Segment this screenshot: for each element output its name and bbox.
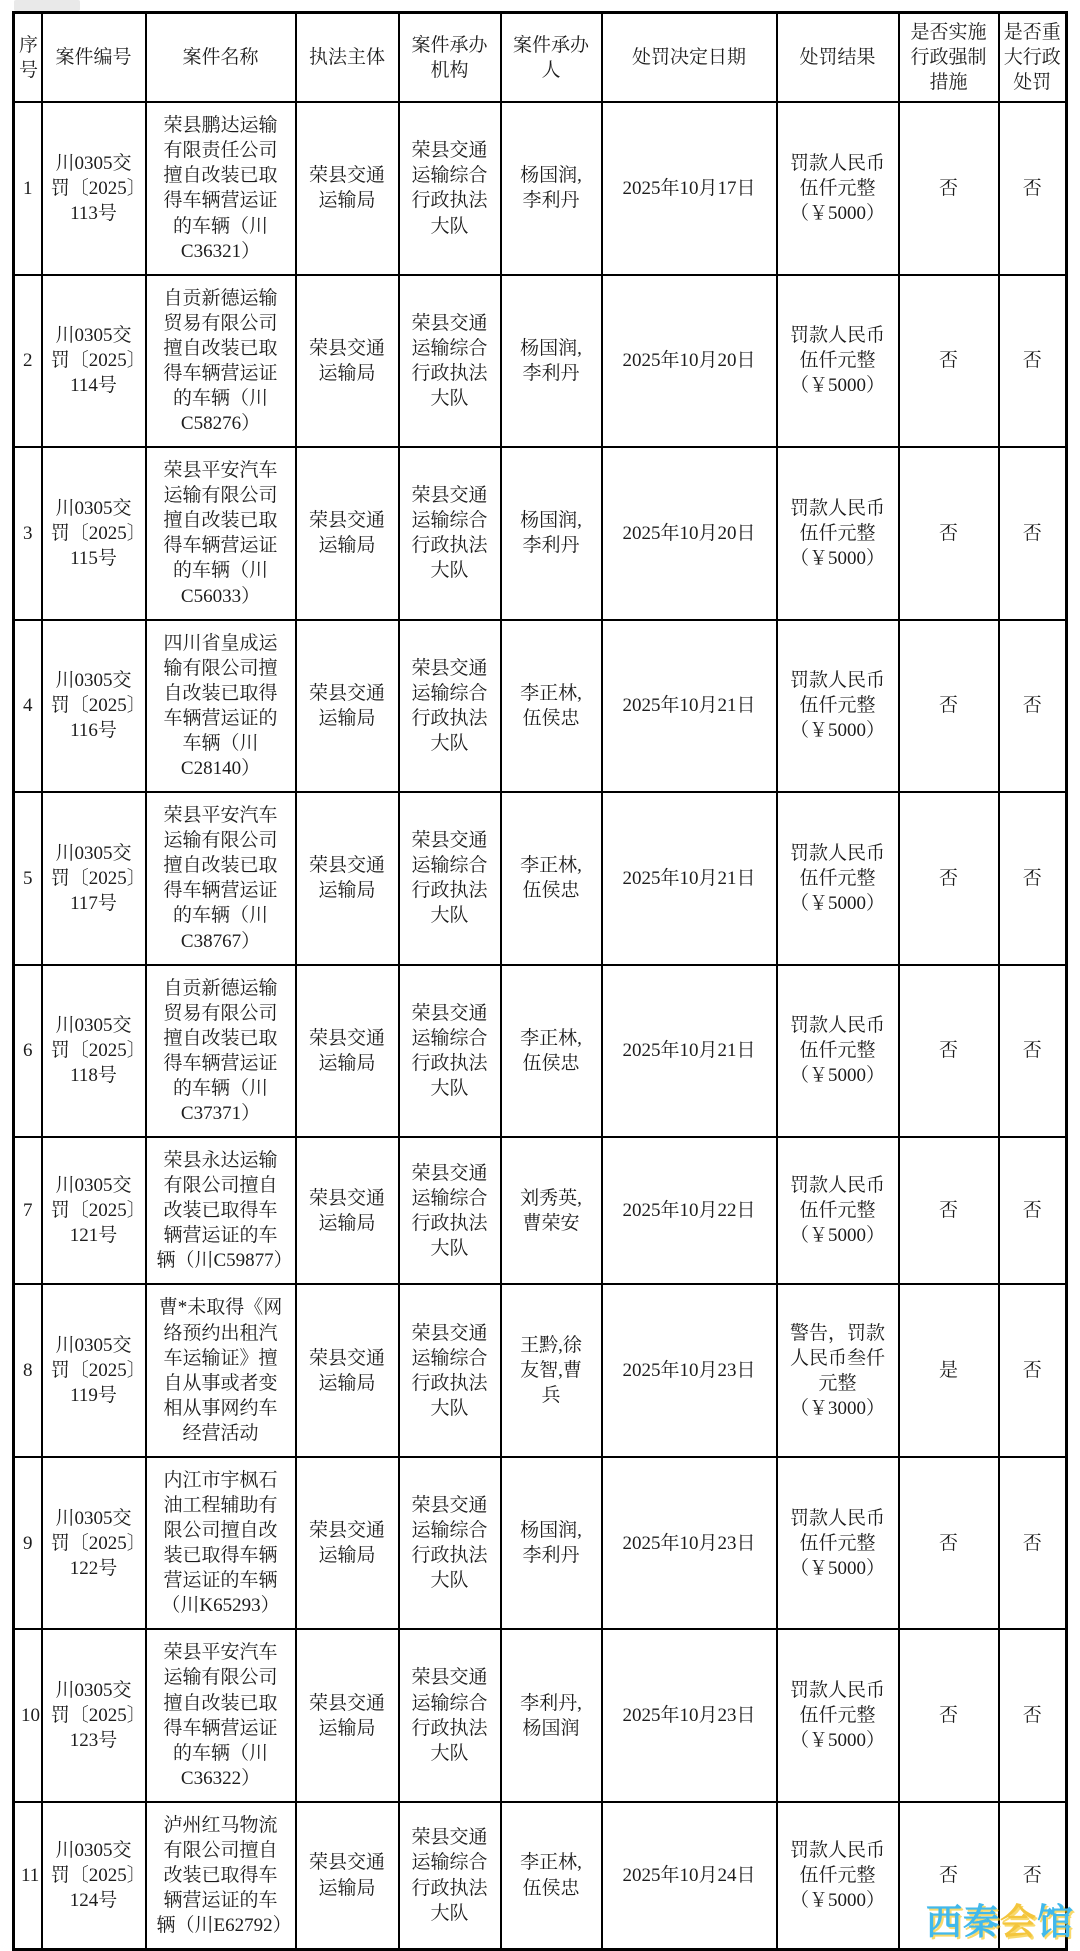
cell-case_no: 川0305交罚〔2025〕117号 [42, 792, 146, 964]
cell-handler: 杨国润,李利丹 [501, 102, 602, 274]
cell-major: 否 [999, 1802, 1067, 1950]
cell-compulsory: 否 [899, 965, 999, 1137]
table-row [14, 1137, 1067, 1284]
cell-compulsory: 否 [899, 1457, 999, 1629]
cell-enforcement_body: 荣县交通运输局 [296, 1802, 399, 1950]
cell-decision_date: 2025年10月17日 [602, 102, 777, 274]
cell-major: 否 [999, 965, 1067, 1137]
cell-case_name: 荣县永达运输有限公司擅自改装已取得车辆营运证的车辆（川C59877） [146, 1137, 296, 1284]
cell-index: 7 [14, 1137, 42, 1284]
column-header-case_name: 案件名称 [146, 13, 296, 103]
cell-handler: 李正林,伍侯忠 [501, 965, 602, 1137]
cell-case_no: 川0305交罚〔2025〕113号 [42, 102, 146, 274]
cell-decision_date: 2025年10月20日 [602, 275, 777, 447]
cell-handler: 杨国润,李利丹 [501, 1457, 602, 1629]
cell-case_no: 川0305交罚〔2025〕124号 [42, 1802, 146, 1950]
cell-enforcement_body: 荣县交通运输局 [296, 275, 399, 447]
table-row [14, 1802, 1067, 1950]
table-row [14, 620, 1067, 792]
table-row [14, 1629, 1067, 1801]
watermark-char: 西 [925, 1901, 963, 1943]
top-left-artifact [14, 0, 80, 11]
cell-decision_date: 2025年10月20日 [602, 447, 777, 619]
cell-index: 5 [14, 792, 42, 964]
column-header-handler: 案件承办人 [501, 13, 602, 103]
cell-handler: 李正林,伍侯忠 [501, 1802, 602, 1950]
cell-decision_date: 2025年10月23日 [602, 1457, 777, 1629]
cell-decision_date: 2025年10月21日 [602, 620, 777, 792]
cell-handling_agency: 荣县交通运输综合行政执法大队 [399, 1137, 501, 1284]
cell-case_no: 川0305交罚〔2025〕118号 [42, 965, 146, 1137]
cell-result: 罚款人民币伍仟元整（￥5000） [777, 1457, 899, 1629]
cell-major: 否 [999, 1284, 1067, 1456]
cell-enforcement_body: 荣县交通运输局 [296, 620, 399, 792]
cell-case_name: 荣县平安汽车运输有限公司擅自改装已取得车辆营运证的车辆（川C38767） [146, 792, 296, 964]
column-header-handling_agency: 案件承办机构 [399, 13, 501, 103]
cell-case_name: 自贡新德运输贸易有限公司擅自改装已取得车辆营运证的车辆（川C37371） [146, 965, 296, 1137]
cell-major: 否 [999, 1457, 1067, 1629]
cell-handling_agency: 荣县交通运输综合行政执法大队 [399, 965, 501, 1137]
penalty-table [12, 11, 1068, 1951]
cell-result: 罚款人民币伍仟元整（￥5000） [777, 965, 899, 1137]
column-header-major: 是否重大行政处罚 [999, 13, 1067, 103]
cell-index: 1 [14, 102, 42, 274]
cell-result: 罚款人民币伍仟元整（￥5000） [777, 102, 899, 274]
cell-compulsory: 否 [899, 1137, 999, 1284]
watermark-char: 会 [999, 1901, 1037, 1943]
cell-compulsory: 否 [899, 102, 999, 274]
cell-handling_agency: 荣县交通运输综合行政执法大队 [399, 1802, 501, 1950]
cell-handling_agency: 荣县交通运输综合行政执法大队 [399, 447, 501, 619]
cell-result: 罚款人民币伍仟元整（￥5000） [777, 620, 899, 792]
cell-result: 罚款人民币伍仟元整（￥5000） [777, 792, 899, 964]
column-header-result: 处罚结果 [777, 13, 899, 103]
cell-major: 否 [999, 1137, 1067, 1284]
watermark-char: 秦 [962, 1901, 1000, 1943]
cell-compulsory: 否 [899, 275, 999, 447]
cell-major: 否 [999, 792, 1067, 964]
cell-handling_agency: 荣县交通运输综合行政执法大队 [399, 792, 501, 964]
cell-handling_agency: 荣县交通运输综合行政执法大队 [399, 102, 501, 274]
site-watermark-logo [926, 1894, 1074, 1945]
cell-major: 否 [999, 620, 1067, 792]
table-row [14, 102, 1067, 274]
cell-decision_date: 2025年10月23日 [602, 1629, 777, 1801]
cell-index: 3 [14, 447, 42, 619]
cell-compulsory: 否 [899, 792, 999, 964]
cell-major: 否 [999, 447, 1067, 619]
cell-decision_date: 2025年10月21日 [602, 792, 777, 964]
table-row [14, 1457, 1067, 1629]
cell-case_name: 内江市宇枫石油工程辅助有限公司擅自改装已取得车辆营运证的车辆（川K65293） [146, 1457, 296, 1629]
cell-result: 罚款人民币伍仟元整（￥5000） [777, 1629, 899, 1801]
table-row [14, 447, 1067, 619]
cell-case_no: 川0305交罚〔2025〕114号 [42, 275, 146, 447]
cell-case_name: 荣县平安汽车运输有限公司擅自改装已取得车辆营运证的车辆（川C56033） [146, 447, 296, 619]
cell-enforcement_body: 荣县交通运输局 [296, 1284, 399, 1456]
cell-handler: 杨国润,李利丹 [501, 447, 602, 619]
cell-handler: 李正林,伍侯忠 [501, 792, 602, 964]
cell-index: 2 [14, 275, 42, 447]
cell-major: 否 [999, 102, 1067, 274]
cell-handler: 王黔,徐友智,曹兵 [501, 1284, 602, 1456]
cell-index: 4 [14, 620, 42, 792]
cell-enforcement_body: 荣县交通运输局 [296, 1629, 399, 1801]
table-row [14, 965, 1067, 1137]
cell-handling_agency: 荣县交通运输综合行政执法大队 [399, 620, 501, 792]
cell-handling_agency: 荣县交通运输综合行政执法大队 [399, 1457, 501, 1629]
cell-handler: 杨国润,李利丹 [501, 275, 602, 447]
cell-case_no: 川0305交罚〔2025〕115号 [42, 447, 146, 619]
cell-index: 6 [14, 965, 42, 1137]
cell-compulsory: 否 [899, 447, 999, 619]
cell-case_no: 川0305交罚〔2025〕122号 [42, 1457, 146, 1629]
cell-handling_agency: 荣县交通运输综合行政执法大队 [399, 1284, 501, 1456]
cell-decision_date: 2025年10月24日 [602, 1802, 777, 1950]
cell-handler: 刘秀英,曹荣安 [501, 1137, 602, 1284]
column-header-enforcement_body: 执法主体 [296, 13, 399, 103]
cell-enforcement_body: 荣县交通运输局 [296, 1457, 399, 1629]
cell-compulsory: 否 [899, 620, 999, 792]
cell-result: 罚款人民币伍仟元整（￥5000） [777, 275, 899, 447]
cell-handling_agency: 荣县交通运输综合行政执法大队 [399, 275, 501, 447]
cell-handling_agency: 荣县交通运输综合行政执法大队 [399, 1629, 501, 1801]
cell-enforcement_body: 荣县交通运输局 [296, 1137, 399, 1284]
cell-case_name: 泸州红马物流有限公司擅自改装已取得车辆营运证的车辆（川E62792） [146, 1802, 296, 1950]
cell-case_no: 川0305交罚〔2025〕121号 [42, 1137, 146, 1284]
cell-major: 否 [999, 275, 1067, 447]
cell-enforcement_body: 荣县交通运输局 [296, 792, 399, 964]
cell-case_name: 曹*未取得《网络预约出租汽车运输证》擅自从事或者变相从事网约车经营活动 [146, 1284, 296, 1456]
cell-case_no: 川0305交罚〔2025〕116号 [42, 620, 146, 792]
cell-compulsory: 否 [899, 1802, 999, 1950]
column-header-index: 序号 [14, 13, 42, 103]
table-row [14, 1284, 1067, 1456]
cell-index: 9 [14, 1457, 42, 1629]
watermark-char: 馆 [1036, 1901, 1074, 1943]
cell-enforcement_body: 荣县交通运输局 [296, 965, 399, 1137]
cell-case_name: 荣县鹏达运输有限责任公司擅自改装已取得车辆营运证的车辆（川C36321） [146, 102, 296, 274]
cell-decision_date: 2025年10月21日 [602, 965, 777, 1137]
cell-case_name: 四川省皇成运输有限公司擅自改装已取得车辆营运证的车辆（川C28140） [146, 620, 296, 792]
cell-decision_date: 2025年10月23日 [602, 1284, 777, 1456]
cell-case_name: 自贡新德运输贸易有限公司擅自改装已取得车辆营运证的车辆（川C58276） [146, 275, 296, 447]
cell-result: 警告，罚款人民币叁仟元整（￥3000） [777, 1284, 899, 1456]
column-header-compulsory: 是否实施行政强制措施 [899, 13, 999, 103]
cell-index: 11 [14, 1802, 42, 1950]
cell-compulsory: 否 [899, 1629, 999, 1801]
column-header-case_no: 案件编号 [42, 13, 146, 103]
cell-handler: 李正林,伍侯忠 [501, 620, 602, 792]
cell-case_no: 川0305交罚〔2025〕119号 [42, 1284, 146, 1456]
cell-index: 10 [14, 1629, 42, 1801]
cell-result: 罚款人民币伍仟元整（￥5000） [777, 1137, 899, 1284]
cell-major: 否 [999, 1629, 1067, 1801]
cell-decision_date: 2025年10月22日 [602, 1137, 777, 1284]
column-header-decision_date: 处罚决定日期 [602, 13, 777, 103]
cell-result: 罚款人民币伍仟元整（￥5000） [777, 447, 899, 619]
cell-index: 8 [14, 1284, 42, 1456]
cell-case_name: 荣县平安汽车运输有限公司擅自改装已取得车辆营运证的车辆（川C36322） [146, 1629, 296, 1801]
cell-compulsory: 是 [899, 1284, 999, 1456]
cell-handler: 李利丹,杨国润 [501, 1629, 602, 1801]
cell-result: 罚款人民币伍仟元整（￥5000） [777, 1802, 899, 1950]
cell-case_no: 川0305交罚〔2025〕123号 [42, 1629, 146, 1801]
cell-enforcement_body: 荣县交通运输局 [296, 447, 399, 619]
table-row [14, 275, 1067, 447]
table-row [14, 792, 1067, 964]
cell-enforcement_body: 荣县交通运输局 [296, 102, 399, 274]
header-row [14, 13, 1067, 103]
